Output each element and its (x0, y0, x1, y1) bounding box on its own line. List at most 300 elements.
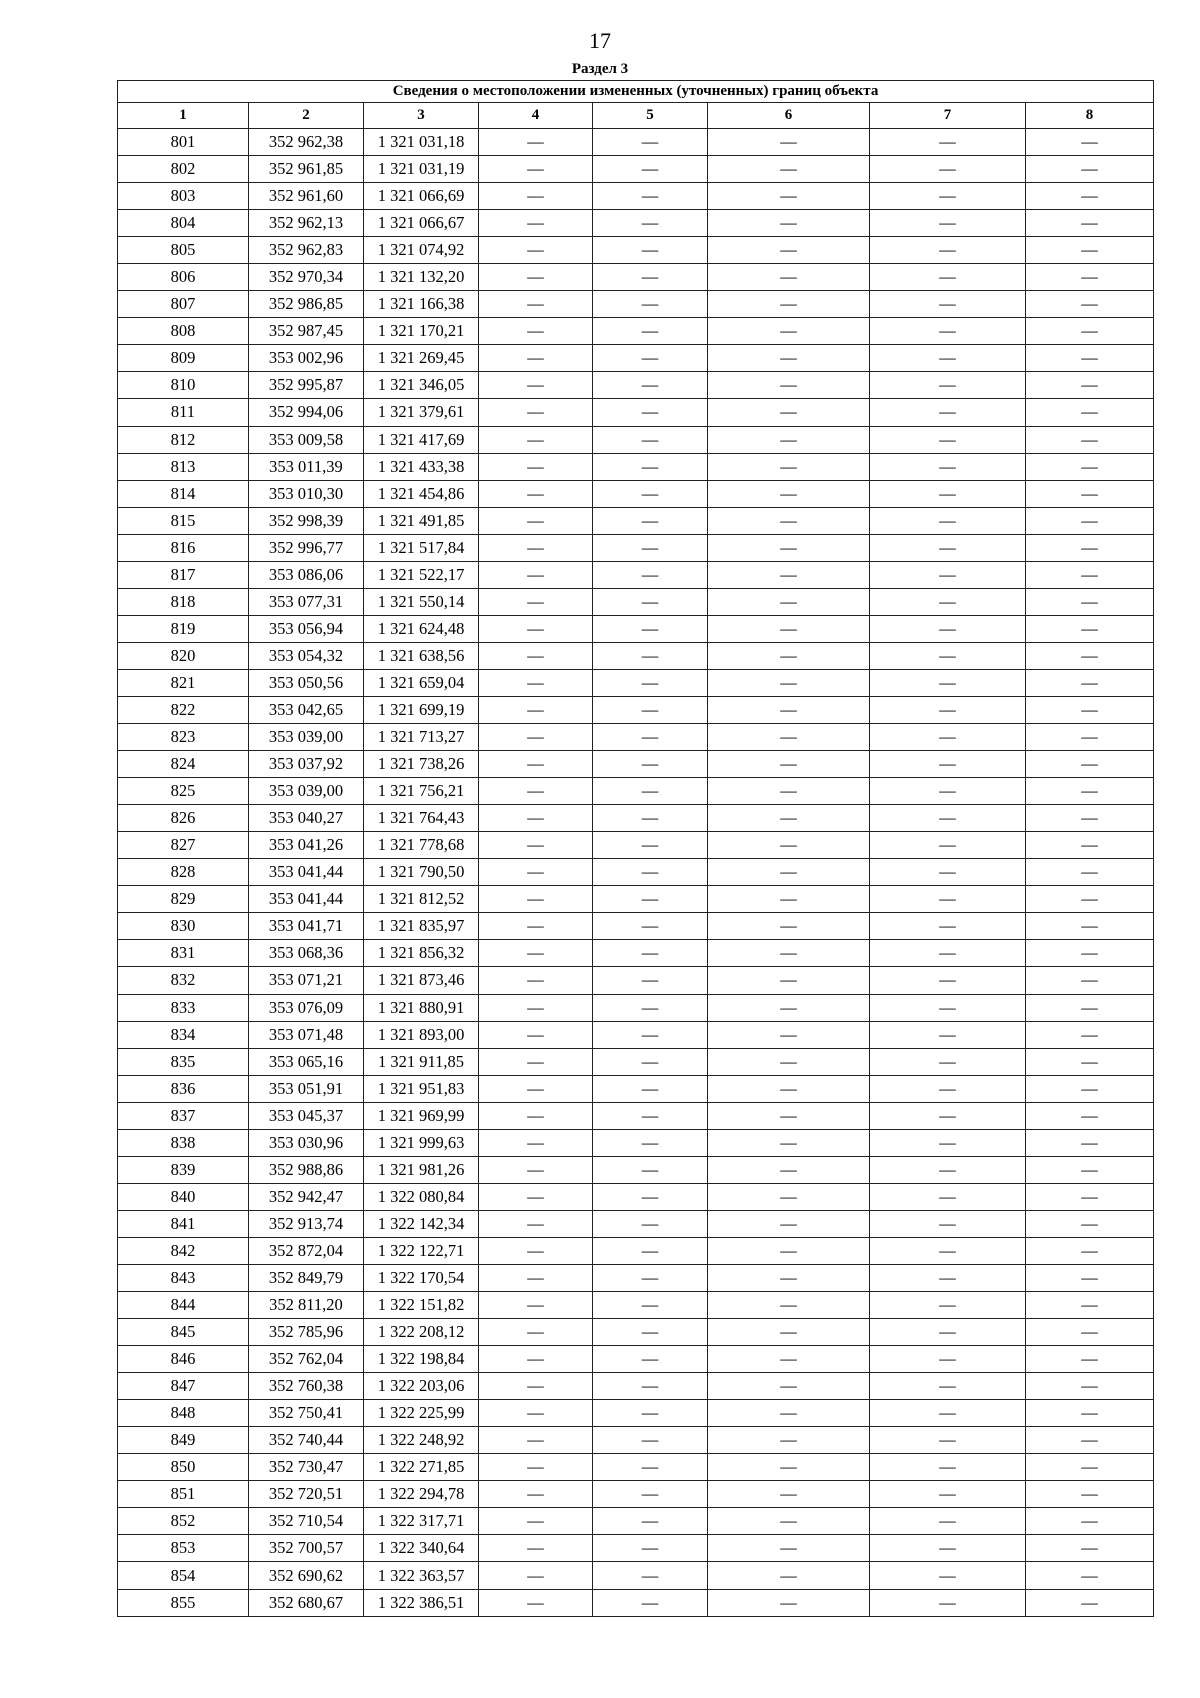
empty-mark-cell: — (870, 1183, 1026, 1210)
table-row (118, 1237, 1154, 1264)
empty-mark-cell: — (708, 1481, 870, 1508)
point-number-cell: 819 (118, 615, 249, 642)
point-number-cell: 846 (118, 1346, 249, 1373)
empty-mark-cell: — (593, 1237, 708, 1264)
y-coordinate-cell: 1 322 340,64 (364, 1535, 479, 1562)
x-coordinate-cell: 353 051,91 (249, 1075, 364, 1102)
y-coordinate-cell: 1 321 951,83 (364, 1075, 479, 1102)
empty-mark-cell: — (708, 156, 870, 183)
empty-mark-cell: — (593, 1400, 708, 1427)
empty-mark-cell: — (870, 1129, 1026, 1156)
empty-mark-cell: — (1026, 859, 1154, 886)
empty-mark-cell: — (479, 1346, 593, 1373)
x-coordinate-cell: 353 041,26 (249, 832, 364, 859)
x-coordinate-cell: 352 913,74 (249, 1210, 364, 1237)
empty-mark-cell: — (708, 751, 870, 778)
table-row (118, 1508, 1154, 1535)
empty-mark-cell: — (479, 1156, 593, 1183)
x-coordinate-cell: 353 040,27 (249, 805, 364, 832)
empty-mark-cell: — (708, 1427, 870, 1454)
column-header: 1 (118, 103, 249, 129)
empty-mark-cell: — (1026, 913, 1154, 940)
x-coordinate-cell: 353 002,96 (249, 345, 364, 372)
y-coordinate-cell: 1 322 080,84 (364, 1183, 479, 1210)
table-row (118, 832, 1154, 859)
empty-mark-cell: — (870, 1021, 1026, 1048)
empty-mark-cell: — (479, 1373, 593, 1400)
point-number-cell: 814 (118, 480, 249, 507)
empty-mark-cell: — (1026, 1454, 1154, 1481)
empty-mark-cell: — (1026, 291, 1154, 318)
x-coordinate-cell: 353 039,00 (249, 724, 364, 751)
x-coordinate-cell: 352 961,85 (249, 156, 364, 183)
empty-mark-cell: — (479, 724, 593, 751)
empty-mark-cell: — (870, 453, 1026, 480)
point-number-cell: 832 (118, 967, 249, 994)
point-number-cell: 813 (118, 453, 249, 480)
x-coordinate-cell: 353 037,92 (249, 751, 364, 778)
empty-mark-cell: — (870, 534, 1026, 561)
empty-mark-cell: — (708, 940, 870, 967)
y-coordinate-cell: 1 321 031,19 (364, 156, 479, 183)
empty-mark-cell: — (593, 696, 708, 723)
table-row (118, 669, 1154, 696)
table-row (118, 507, 1154, 534)
empty-mark-cell: — (870, 1156, 1026, 1183)
empty-mark-cell: — (870, 1292, 1026, 1319)
point-number-cell: 817 (118, 561, 249, 588)
empty-mark-cell: — (1026, 886, 1154, 913)
empty-mark-cell: — (1026, 1400, 1154, 1427)
empty-mark-cell: — (870, 1346, 1026, 1373)
empty-mark-cell: — (1026, 264, 1154, 291)
empty-mark-cell: — (593, 156, 708, 183)
point-number-cell: 831 (118, 940, 249, 967)
point-number-cell: 855 (118, 1589, 249, 1616)
empty-mark-cell: — (1026, 1075, 1154, 1102)
table-body (118, 129, 1154, 1617)
x-coordinate-cell: 352 987,45 (249, 318, 364, 345)
x-coordinate-cell: 353 071,21 (249, 967, 364, 994)
table-row (118, 561, 1154, 588)
y-coordinate-cell: 1 321 031,18 (364, 129, 479, 156)
empty-mark-cell: — (708, 264, 870, 291)
empty-mark-cell: — (593, 751, 708, 778)
empty-mark-cell: — (870, 1508, 1026, 1535)
empty-mark-cell: — (1026, 696, 1154, 723)
table-row (118, 696, 1154, 723)
y-coordinate-cell: 1 322 363,57 (364, 1562, 479, 1589)
empty-mark-cell: — (870, 805, 1026, 832)
empty-mark-cell: — (593, 615, 708, 642)
point-number-cell: 835 (118, 1048, 249, 1075)
point-number-cell: 811 (118, 399, 249, 426)
x-coordinate-cell: 353 041,44 (249, 859, 364, 886)
empty-mark-cell: — (593, 1021, 708, 1048)
table-row (118, 1048, 1154, 1075)
empty-mark-cell: — (708, 588, 870, 615)
empty-mark-cell: — (708, 1075, 870, 1102)
empty-mark-cell: — (1026, 372, 1154, 399)
empty-mark-cell: — (479, 615, 593, 642)
x-coordinate-cell: 353 054,32 (249, 642, 364, 669)
y-coordinate-cell: 1 322 317,71 (364, 1508, 479, 1535)
y-coordinate-cell: 1 321 433,38 (364, 453, 479, 480)
point-number-cell: 820 (118, 642, 249, 669)
empty-mark-cell: — (870, 183, 1026, 210)
empty-mark-cell: — (708, 1589, 870, 1616)
empty-mark-cell: — (870, 1075, 1026, 1102)
y-coordinate-cell: 1 322 142,34 (364, 1210, 479, 1237)
empty-mark-cell: — (479, 751, 593, 778)
empty-mark-cell: — (708, 1400, 870, 1427)
y-coordinate-cell: 1 321 911,85 (364, 1048, 479, 1075)
x-coordinate-cell: 353 010,30 (249, 480, 364, 507)
point-number-cell: 810 (118, 372, 249, 399)
point-number-cell: 840 (118, 1183, 249, 1210)
x-coordinate-cell: 353 041,44 (249, 886, 364, 913)
empty-mark-cell: — (593, 372, 708, 399)
y-coordinate-cell: 1 321 812,52 (364, 886, 479, 913)
x-coordinate-cell: 353 077,31 (249, 588, 364, 615)
empty-mark-cell: — (708, 291, 870, 318)
table-row (118, 805, 1154, 832)
table-row (118, 1210, 1154, 1237)
table-row (118, 1102, 1154, 1129)
empty-mark-cell: — (1026, 1427, 1154, 1454)
empty-mark-cell: — (1026, 1508, 1154, 1535)
y-coordinate-cell: 1 321 166,38 (364, 291, 479, 318)
column-header: 5 (593, 103, 708, 129)
y-coordinate-cell: 1 322 170,54 (364, 1264, 479, 1291)
empty-mark-cell: — (708, 724, 870, 751)
x-coordinate-cell: 352 998,39 (249, 507, 364, 534)
table-row (118, 399, 1154, 426)
y-coordinate-cell: 1 321 066,69 (364, 183, 479, 210)
empty-mark-cell: — (479, 156, 593, 183)
point-number-cell: 837 (118, 1102, 249, 1129)
point-number-cell: 843 (118, 1264, 249, 1291)
point-number-cell: 838 (118, 1129, 249, 1156)
empty-mark-cell: — (479, 1210, 593, 1237)
table-row (118, 129, 1154, 156)
empty-mark-cell: — (870, 1427, 1026, 1454)
empty-mark-cell: — (1026, 1319, 1154, 1346)
empty-mark-cell: — (479, 913, 593, 940)
y-coordinate-cell: 1 321 417,69 (364, 426, 479, 453)
empty-mark-cell: — (479, 426, 593, 453)
empty-mark-cell: — (1026, 399, 1154, 426)
table-row (118, 615, 1154, 642)
empty-mark-cell: — (593, 1535, 708, 1562)
empty-mark-cell: — (708, 805, 870, 832)
empty-mark-cell: — (708, 1156, 870, 1183)
empty-mark-cell: — (479, 1102, 593, 1129)
y-coordinate-cell: 1 321 491,85 (364, 507, 479, 534)
empty-mark-cell: — (593, 588, 708, 615)
x-coordinate-cell: 353 086,06 (249, 561, 364, 588)
empty-mark-cell: — (870, 1264, 1026, 1291)
x-coordinate-cell: 353 056,94 (249, 615, 364, 642)
table-caption: Сведения о местоположении измененных (уточненных) границ объекта (118, 81, 1154, 103)
empty-mark-cell: — (870, 1454, 1026, 1481)
y-coordinate-cell: 1 322 248,92 (364, 1427, 479, 1454)
point-number-cell: 809 (118, 345, 249, 372)
empty-mark-cell: — (708, 1048, 870, 1075)
empty-mark-cell: — (708, 480, 870, 507)
empty-mark-cell: — (870, 669, 1026, 696)
empty-mark-cell: — (479, 237, 593, 264)
empty-mark-cell: — (593, 129, 708, 156)
x-coordinate-cell: 352 849,79 (249, 1264, 364, 1291)
empty-mark-cell: — (708, 183, 870, 210)
empty-mark-cell: — (593, 534, 708, 561)
y-coordinate-cell: 1 321 638,56 (364, 642, 479, 669)
x-coordinate-cell: 353 050,56 (249, 669, 364, 696)
empty-mark-cell: — (593, 1454, 708, 1481)
empty-mark-cell: — (479, 1589, 593, 1616)
empty-mark-cell: — (593, 1075, 708, 1102)
empty-mark-cell: — (593, 1156, 708, 1183)
point-number-cell: 854 (118, 1562, 249, 1589)
empty-mark-cell: — (479, 1319, 593, 1346)
point-number-cell: 816 (118, 534, 249, 561)
empty-mark-cell: — (870, 1481, 1026, 1508)
empty-mark-cell: — (593, 1183, 708, 1210)
empty-mark-cell: — (593, 669, 708, 696)
empty-mark-cell: — (593, 1562, 708, 1589)
empty-mark-cell: — (593, 210, 708, 237)
empty-mark-cell: — (479, 967, 593, 994)
section-title: Раздел 3 (571, 61, 629, 77)
empty-mark-cell: — (870, 399, 1026, 426)
empty-mark-cell: — (479, 480, 593, 507)
table-row (118, 210, 1154, 237)
empty-mark-cell: — (479, 940, 593, 967)
empty-mark-cell: — (708, 561, 870, 588)
table-row (118, 534, 1154, 561)
empty-mark-cell: — (708, 615, 870, 642)
point-number-cell: 818 (118, 588, 249, 615)
table-row (118, 1021, 1154, 1048)
empty-mark-cell: — (870, 1102, 1026, 1129)
y-coordinate-cell: 1 321 764,43 (364, 805, 479, 832)
x-coordinate-cell: 352 811,20 (249, 1292, 364, 1319)
empty-mark-cell: — (1026, 967, 1154, 994)
table-row (118, 751, 1154, 778)
x-coordinate-cell: 353 009,58 (249, 426, 364, 453)
x-coordinate-cell: 352 740,44 (249, 1427, 364, 1454)
empty-mark-cell: — (593, 399, 708, 426)
empty-mark-cell: — (870, 1562, 1026, 1589)
table-row (118, 1319, 1154, 1346)
empty-mark-cell: — (708, 886, 870, 913)
y-coordinate-cell: 1 322 151,82 (364, 1292, 479, 1319)
empty-mark-cell: — (1026, 156, 1154, 183)
empty-mark-cell: — (479, 1562, 593, 1589)
y-coordinate-cell: 1 321 969,99 (364, 1102, 479, 1129)
y-coordinate-cell: 1 321 454,86 (364, 480, 479, 507)
empty-mark-cell: — (870, 264, 1026, 291)
point-number-cell: 822 (118, 696, 249, 723)
empty-mark-cell: — (1026, 805, 1154, 832)
table-row (118, 1481, 1154, 1508)
y-coordinate-cell: 1 321 738,26 (364, 751, 479, 778)
point-number-cell: 844 (118, 1292, 249, 1319)
table-row (118, 642, 1154, 669)
empty-mark-cell: — (1026, 1535, 1154, 1562)
empty-mark-cell: — (593, 913, 708, 940)
empty-mark-cell: — (1026, 318, 1154, 345)
table-row (118, 886, 1154, 913)
empty-mark-cell: — (708, 1237, 870, 1264)
empty-mark-cell: — (870, 480, 1026, 507)
empty-mark-cell: — (479, 1454, 593, 1481)
y-coordinate-cell: 1 321 550,14 (364, 588, 479, 615)
x-coordinate-cell: 352 700,57 (249, 1535, 364, 1562)
point-number-cell: 812 (118, 426, 249, 453)
table-row (118, 426, 1154, 453)
point-number-cell: 845 (118, 1319, 249, 1346)
empty-mark-cell: — (1026, 669, 1154, 696)
empty-mark-cell: — (593, 318, 708, 345)
y-coordinate-cell: 1 322 294,78 (364, 1481, 479, 1508)
empty-mark-cell: — (593, 778, 708, 805)
empty-mark-cell: — (1026, 751, 1154, 778)
empty-mark-cell: — (1026, 1562, 1154, 1589)
table-row (118, 264, 1154, 291)
empty-mark-cell: — (479, 832, 593, 859)
empty-mark-cell: — (479, 1048, 593, 1075)
empty-mark-cell: — (870, 291, 1026, 318)
empty-mark-cell: — (708, 345, 870, 372)
empty-mark-cell: — (593, 1373, 708, 1400)
empty-mark-cell: — (1026, 1589, 1154, 1616)
empty-mark-cell: — (593, 859, 708, 886)
table-row (118, 156, 1154, 183)
empty-mark-cell: — (870, 994, 1026, 1021)
empty-mark-cell: — (593, 183, 708, 210)
empty-mark-cell: — (479, 1021, 593, 1048)
table-row (118, 1183, 1154, 1210)
empty-mark-cell: — (708, 1562, 870, 1589)
point-number-cell: 808 (118, 318, 249, 345)
point-number-cell: 829 (118, 886, 249, 913)
empty-mark-cell: — (1026, 940, 1154, 967)
empty-mark-cell: — (479, 1481, 593, 1508)
empty-mark-cell: — (1026, 480, 1154, 507)
y-coordinate-cell: 1 321 066,67 (364, 210, 479, 237)
empty-mark-cell: — (1026, 210, 1154, 237)
point-number-cell: 848 (118, 1400, 249, 1427)
y-coordinate-cell: 1 321 699,19 (364, 696, 479, 723)
empty-mark-cell: — (870, 372, 1026, 399)
empty-mark-cell: — (593, 1589, 708, 1616)
empty-mark-cell: — (593, 1264, 708, 1291)
empty-mark-cell: — (870, 832, 1026, 859)
empty-mark-cell: — (708, 859, 870, 886)
x-coordinate-cell: 352 872,04 (249, 1237, 364, 1264)
x-coordinate-cell: 352 962,13 (249, 210, 364, 237)
empty-mark-cell: — (593, 345, 708, 372)
empty-mark-cell: — (708, 778, 870, 805)
empty-mark-cell: — (479, 318, 593, 345)
empty-mark-cell: — (708, 994, 870, 1021)
empty-mark-cell: — (1026, 561, 1154, 588)
empty-mark-cell: — (593, 291, 708, 318)
point-number-cell: 851 (118, 1481, 249, 1508)
empty-mark-cell: — (708, 642, 870, 669)
empty-mark-cell: — (708, 1319, 870, 1346)
x-coordinate-cell: 353 045,37 (249, 1102, 364, 1129)
point-number-cell: 821 (118, 669, 249, 696)
x-coordinate-cell: 352 970,34 (249, 264, 364, 291)
point-number-cell: 847 (118, 1373, 249, 1400)
empty-mark-cell: — (593, 805, 708, 832)
point-number-cell: 825 (118, 778, 249, 805)
y-coordinate-cell: 1 321 981,26 (364, 1156, 479, 1183)
x-coordinate-cell: 352 962,83 (249, 237, 364, 264)
empty-mark-cell: — (708, 534, 870, 561)
x-coordinate-cell: 352 986,85 (249, 291, 364, 318)
table-row (118, 237, 1154, 264)
x-coordinate-cell: 353 068,36 (249, 940, 364, 967)
empty-mark-cell: — (1026, 588, 1154, 615)
table-row (118, 372, 1154, 399)
point-number-cell: 850 (118, 1454, 249, 1481)
y-coordinate-cell: 1 322 122,71 (364, 1237, 479, 1264)
empty-mark-cell: — (593, 1129, 708, 1156)
empty-mark-cell: — (479, 534, 593, 561)
empty-mark-cell: — (708, 399, 870, 426)
empty-mark-cell: — (1026, 642, 1154, 669)
y-coordinate-cell: 1 322 208,12 (364, 1319, 479, 1346)
empty-mark-cell: — (708, 696, 870, 723)
point-number-cell: 802 (118, 156, 249, 183)
y-coordinate-cell: 1 321 893,00 (364, 1021, 479, 1048)
empty-mark-cell: — (708, 318, 870, 345)
y-coordinate-cell: 1 322 225,99 (364, 1400, 479, 1427)
empty-mark-cell: — (870, 778, 1026, 805)
point-number-cell: 803 (118, 183, 249, 210)
empty-mark-cell: — (479, 1292, 593, 1319)
empty-mark-cell: — (870, 967, 1026, 994)
table-row (118, 1400, 1154, 1427)
empty-mark-cell: — (593, 561, 708, 588)
empty-mark-cell: — (870, 859, 1026, 886)
x-coordinate-cell: 352 710,54 (249, 1508, 364, 1535)
y-coordinate-cell: 1 321 659,04 (364, 669, 479, 696)
table-row (118, 1156, 1154, 1183)
empty-mark-cell: — (1026, 1102, 1154, 1129)
empty-mark-cell: — (1026, 1481, 1154, 1508)
y-coordinate-cell: 1 321 522,17 (364, 561, 479, 588)
point-number-cell: 823 (118, 724, 249, 751)
empty-mark-cell: — (479, 372, 593, 399)
empty-mark-cell: — (870, 318, 1026, 345)
empty-mark-cell: — (870, 615, 1026, 642)
x-coordinate-cell: 352 750,41 (249, 1400, 364, 1427)
empty-mark-cell: — (708, 1292, 870, 1319)
empty-mark-cell: — (479, 1129, 593, 1156)
table-row (118, 967, 1154, 994)
table-header-row (118, 103, 1154, 129)
empty-mark-cell: — (593, 1102, 708, 1129)
empty-mark-cell: — (593, 426, 708, 453)
empty-mark-cell: — (1026, 534, 1154, 561)
x-coordinate-cell: 352 942,47 (249, 1183, 364, 1210)
y-coordinate-cell: 1 321 790,50 (364, 859, 479, 886)
